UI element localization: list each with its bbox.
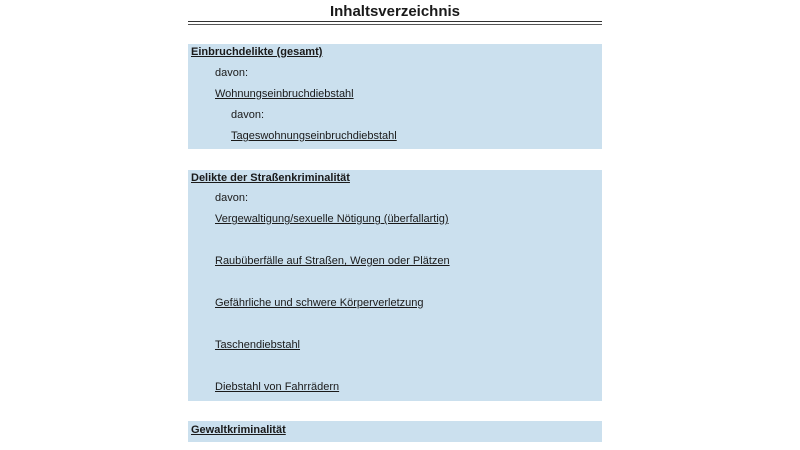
toc-link-fahrraddiebstahl[interactable]: Diebstahl von Fahrrädern bbox=[215, 381, 340, 393]
davon-label: davon: bbox=[215, 67, 249, 79]
section-strassenkriminalitaet bbox=[188, 170, 602, 401]
title-rule-bottom bbox=[188, 24, 602, 25]
davon-label: davon: bbox=[231, 109, 265, 121]
title-rule-top bbox=[188, 21, 602, 22]
section-heading-gewaltkriminalitaet[interactable]: Gewaltkriminalität bbox=[191, 424, 286, 436]
section-gewaltkriminalitaet bbox=[188, 421, 602, 442]
toc-link-tageswohnungseinbruchdiebstahl[interactable]: Tageswohnungseinbruchdiebstahl bbox=[231, 130, 397, 142]
toc-link-wohnungseinbruchdiebstahl[interactable]: Wohnungseinbruchdiebstahl bbox=[215, 88, 354, 100]
toc-link-vergewaltigung[interactable]: Vergewaltigung/sexuelle Nötigung (überfallartig) bbox=[215, 213, 449, 225]
toc-link-raubueberfaelle[interactable]: Raubüberfälle auf Straßen, Wegen oder Plätzen bbox=[215, 255, 450, 267]
section-heading-strassenkriminalitaet[interactable]: Delikte der Straßenkriminalität bbox=[191, 172, 350, 184]
section-heading-einbruchdelikte[interactable]: Einbruchdelikte (gesamt) bbox=[191, 46, 323, 58]
section-einbruchdelikte bbox=[188, 44, 602, 149]
page-title: Inhaltsverzeichnis bbox=[329, 3, 461, 20]
davon-label: davon: bbox=[215, 192, 249, 204]
toc-link-taschendiebstahl[interactable]: Taschendiebstahl bbox=[215, 339, 301, 351]
toc-link-koerperverletzung[interactable]: Gefährliche und schwere Körperverletzung bbox=[215, 297, 424, 309]
